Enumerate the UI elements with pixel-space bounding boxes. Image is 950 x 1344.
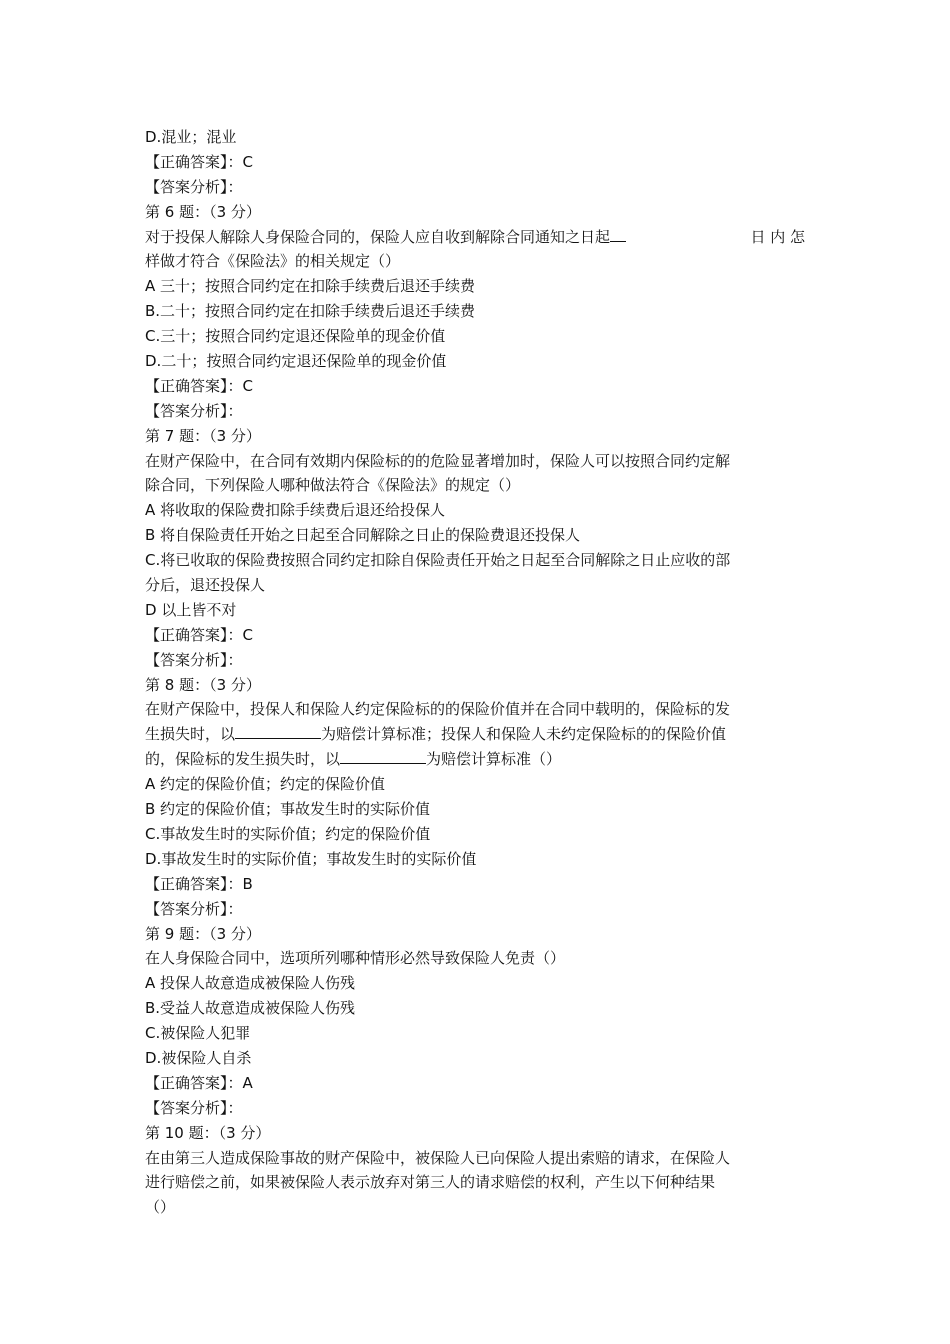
question-text-q6-line1 xyxy=(145,225,805,250)
question-heading-q7: 第 7 题：（3 分） xyxy=(145,426,261,445)
option-b-q9: B.受益人故意造成被保险人伤残 xyxy=(145,999,356,1018)
answer-analysis-q9: 【答案分析】： xyxy=(145,1098,243,1117)
correct-answer-q7: 【正确答案】：C xyxy=(145,625,253,644)
question-text-q8-line2: 生损失时，以 为赔偿计算标准；投保人和保险人未约定保险标的的保险价值 xyxy=(145,722,805,747)
correct-answer-q9: 【正确答案】：A xyxy=(145,1073,253,1092)
question-text-q10-line2: 进行赔偿之前，如果被保险人表示放弃对第三人的请求赔偿的权利，产生以下何种结果 xyxy=(145,1173,716,1192)
option-c-q7-line2: 分后，退还投保人 xyxy=(145,576,266,595)
answer-analysis-q7: 【答案分析】： xyxy=(145,650,243,669)
answer-analysis-q5: 【答案分析】： xyxy=(145,177,243,196)
option-d-q7: D 以上皆不对 xyxy=(145,600,237,619)
option-d-q5: D.混业；混业 xyxy=(145,128,237,146)
fill-blank xyxy=(610,225,626,242)
question-heading-q10: 第 10 题：（3 分） xyxy=(145,1123,271,1142)
question-text-q8-line1: 在财产保险中，投保人和保险人约定保险标的的保险价值并在合同中载明的，保险标的发 xyxy=(145,700,731,719)
answer-analysis-q8: 【答案分析】： xyxy=(145,899,243,918)
option-a-q9: A 投保人故意造成被保险人伤残 xyxy=(145,974,356,993)
option-c-q7-line1: C.将已收取的保险费按照合同约定扣除自保险责任开始之日起至合同解除之日止应收的部 xyxy=(145,551,731,570)
option-d-q9: D.被保险人自杀 xyxy=(145,1048,252,1067)
correct-answer-q8: 【正确答案】：B xyxy=(145,874,253,893)
question-text-q10-line1: 在由第三人造成保险事故的财产保险中，被保险人已向保险人提出索赔的请求，在保险人 xyxy=(145,1148,731,1167)
question-heading-q8: 第 8 题：（3 分） xyxy=(145,675,261,694)
correct-answer-q6: 【正确答案】：C xyxy=(145,376,253,395)
question-text-q7-line2: 除合同，下列保险人哪种做法符合《保险法》的规定（） xyxy=(145,476,521,495)
option-c-q8: C.事故发生时的实际价值；约定的保险价值 xyxy=(145,824,431,843)
option-b-q6: B.二十；按照合同约定在扣除手续费后退还手续费 xyxy=(145,302,476,321)
question-text-q8-line3: 的，保险标的发生损失时，以 为赔偿计算标准（） xyxy=(145,747,805,772)
document-page xyxy=(145,125,805,1220)
option-d-q8: D.事故发生时的实际价值；事故发生时的实际价值 xyxy=(145,849,477,868)
option-a-q7: A 将收取的保险费扣除手续费后退还给投保人 xyxy=(145,501,446,520)
option-b-q8: B 约定的保险价值；事故发生时的实际价值 xyxy=(145,800,431,819)
fill-blank xyxy=(235,722,321,739)
correct-answer-q5: 【正确答案】：C xyxy=(145,152,253,171)
option-c-q9: C.被保险人犯罪 xyxy=(145,1024,251,1043)
question-text-q7-line1: 在财产保险中，在合同有效期内保险标的的危险显著增加时，保险人可以按照合同约定解 xyxy=(145,451,731,470)
question-text-q10-line3: （） xyxy=(145,1198,176,1217)
option-d-q6: D.二十；按照合同约定退还保险单的现金价值 xyxy=(145,352,447,371)
option-c-q6: C.三十；按照合同约定退还保险单的现金价值 xyxy=(145,327,446,346)
answer-analysis-q6: 【答案分析】： xyxy=(145,401,243,420)
option-a-q8: A 约定的保险价值；约定的保险价值 xyxy=(145,775,386,794)
question-text-q6-line2: 样做才符合《保险法》的相关规定（） xyxy=(145,252,401,271)
question-heading-q9: 第 9 题：（3 分） xyxy=(145,924,261,943)
fill-blank xyxy=(340,747,426,764)
question-text-q9: 在人身保险合同中，选项所列哪种情形必然导致保险人免责（） xyxy=(145,949,566,968)
question-heading-q6: 第 6 题：（3 分） xyxy=(145,202,261,221)
option-a-q6: A 三十；按照合同约定在扣除手续费后退还手续费 xyxy=(145,277,476,296)
question-text-q6-part2: 日 内 怎 xyxy=(750,227,805,246)
question-text-q6-part1: 对于投保人解除人身保险合同的，保险人应自收到解除合同通知之日起 xyxy=(145,225,626,250)
option-b-q7: B 将自保险责任开始之日起至合同解除之日止的保险费退还投保人 xyxy=(145,526,581,545)
